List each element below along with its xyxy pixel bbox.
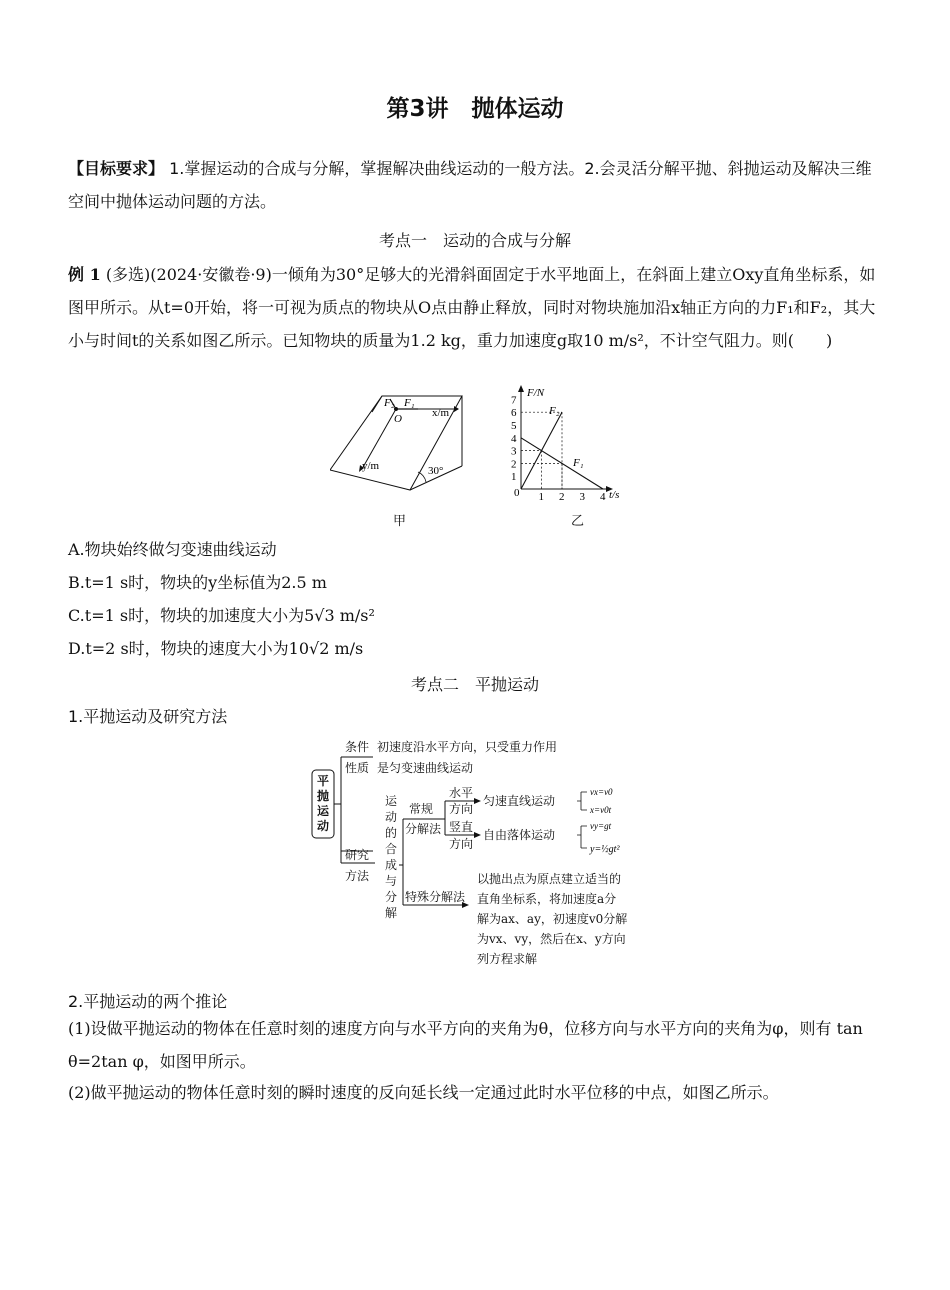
incline-figure bbox=[330, 392, 475, 497]
chart-xtick-label: 3 bbox=[579, 491, 585, 503]
svg-text:与: 与 bbox=[385, 874, 398, 888]
chart-origin: 0 bbox=[514, 487, 520, 499]
mindmap-special: 特殊分解法 bbox=[405, 890, 466, 904]
svg-text:动: 动 bbox=[385, 810, 398, 824]
chart-ytick-label: 3 bbox=[511, 445, 517, 458]
heading-1: 1.平抛运动及研究方法 bbox=[68, 707, 228, 726]
section-heading-2: 考点二 平抛运动 bbox=[410, 675, 539, 694]
svg-text:运: 运 bbox=[385, 794, 398, 808]
corollary-2: (2)做平抛运动的物体任意时刻的瞬时速度的反向延长线一定通过此时水平位移的中点，如图乙所示。 bbox=[68, 1083, 779, 1102]
example-text: (多选)(2024·安徽卷·9)一倾角为30°足够大的光滑斜面固定于水平地面上，在斜面上建立Oxy直角坐标系，如图甲所示。从t=0开始，将一可视为质点的物块从O点由静止释放，同时对物块施加沿x轴正方向的力F₁和F₂，其大小与时间t的关系如图乙所示。已知物块的质量为1.2 kg，重力加速度g取10 m/s²，不计空气阻力。则( ) bbox=[68, 265, 876, 350]
svg-text:成: 成 bbox=[385, 858, 398, 872]
option-d: D.t=2 s时，物块的速度大小为10√2 m/s bbox=[68, 639, 364, 658]
mindmap-special-line4: 为vx、vy，然后在x、y方向 bbox=[477, 932, 626, 946]
mindmap-special-line5: 列方程求解 bbox=[477, 952, 538, 966]
incline-angle-label: 30° bbox=[428, 465, 444, 477]
mindmap-eq-vx: vx=v0 bbox=[590, 787, 613, 797]
svg-text:运: 运 bbox=[316, 804, 330, 818]
chart-ytick-label: 1 bbox=[511, 471, 517, 484]
mindmap-nature-label: 性质 bbox=[345, 761, 370, 775]
chart-f1-label: F₁ bbox=[573, 457, 584, 469]
mindmap-special-line3: 解为ax、ay，初速度v0分解 bbox=[477, 912, 628, 926]
incline-f2-label: F₂ bbox=[384, 397, 395, 409]
incline-f1-label: F₁ bbox=[404, 397, 415, 409]
svg-text:抛: 抛 bbox=[316, 789, 330, 803]
corollary-1: (1)设做平抛运动的物体在任意时刻的速度方向与水平方向的夹角为θ，位移方向与水平方向的夹角为φ，则有 tan θ=2tan φ，如图甲所示。 bbox=[68, 1019, 863, 1071]
option-b: B.t=1 s时，物块的y坐标值为2.5 m bbox=[68, 573, 327, 592]
chart-ytick-label: 4 bbox=[511, 432, 517, 445]
example-label: 例 1 bbox=[68, 265, 101, 284]
chart-xlabel: t/s bbox=[609, 489, 620, 501]
mindmap-regular2: 分解法 bbox=[405, 822, 442, 836]
chart-series-line-2 bbox=[521, 412, 562, 489]
chart-ylabel: F/N bbox=[527, 387, 545, 399]
chart-ytick-label: 6 bbox=[511, 407, 517, 420]
mindmap-diagram bbox=[305, 735, 655, 975]
chart-ytick-label: 5 bbox=[511, 420, 517, 432]
chart-xtick-label: 1 bbox=[538, 491, 544, 503]
heading-2: 2.平抛运动的两个推论 bbox=[68, 992, 228, 1011]
incline-y-label: y/m bbox=[362, 460, 380, 472]
mindmap-regular1: 常规 bbox=[409, 802, 434, 816]
mindmap-special-line1: 以抛出点为原点建立适当的 bbox=[477, 872, 622, 886]
mindmap-nature-text: 是匀变速曲线运动 bbox=[377, 761, 474, 775]
chart-ytick-label: 7 bbox=[511, 394, 517, 407]
goal-paragraph bbox=[68, 152, 883, 218]
goal-text: 1.掌握运动的合成与分解，掌握解决曲线运动的一般方法。2.会灵活分解平抛、斜抛运动及解决三维空间中抛体运动问题的方法。 bbox=[68, 159, 872, 211]
mindmap-eq-y: y=½gt² bbox=[590, 844, 620, 855]
chart-xtick-label: 4 bbox=[600, 491, 606, 503]
mindmap-uniform: 匀速直线运动 bbox=[483, 794, 556, 808]
mindmap-special-line2: 直角坐标系，将加速度a分 bbox=[477, 892, 617, 906]
mindmap-method-label1: 研究 bbox=[345, 848, 370, 862]
section-heading-1: 考点一 运动的合成与分解 bbox=[378, 231, 571, 250]
mindmap-cond-text: 初速度沿水平方向，只受重力作用 bbox=[377, 740, 558, 754]
mindmap-eq-vy: vy=gt bbox=[590, 821, 612, 831]
mindmap-cond-label: 条件 bbox=[345, 740, 370, 754]
svg-text:的: 的 bbox=[385, 826, 398, 840]
chart-ytick-label: 2 bbox=[511, 458, 517, 471]
mindmap-vert1: 竖直 bbox=[449, 820, 474, 834]
force-time-chart bbox=[505, 383, 635, 503]
goal-label: 【目标要求】 bbox=[68, 159, 165, 178]
option-a: A.物块始终做匀变速曲线运动 bbox=[68, 540, 277, 559]
option-c: C.t=1 s时，物块的加速度大小为5√3 m/s² bbox=[68, 606, 375, 625]
svg-text:分: 分 bbox=[385, 890, 398, 904]
incline-origin-label: O bbox=[394, 413, 402, 425]
incline-x-label: x/m bbox=[432, 407, 450, 419]
example-1 bbox=[68, 258, 883, 357]
svg-text:解: 解 bbox=[385, 906, 398, 920]
mindmap-vert2: 方向 bbox=[449, 837, 474, 851]
mindmap-method-label2: 方法 bbox=[345, 869, 370, 883]
page-title: 第3讲 抛体运动 bbox=[386, 96, 564, 122]
figure-yi-caption: 乙 bbox=[571, 514, 585, 529]
mindmap-horiz2: 方向 bbox=[449, 802, 474, 816]
figure-jia-caption: 甲 bbox=[393, 514, 407, 529]
svg-text:合: 合 bbox=[385, 842, 398, 856]
svg-text:平: 平 bbox=[316, 774, 330, 788]
chart-xtick-label: 2 bbox=[559, 491, 565, 503]
chart-f2-label: F₂ bbox=[549, 405, 560, 417]
mindmap-eq-x: x=v0t bbox=[590, 805, 612, 815]
mindmap-horiz1: 水平 bbox=[449, 786, 474, 800]
svg-text:动: 动 bbox=[316, 819, 330, 833]
mindmap-freefall: 自由落体运动 bbox=[483, 828, 556, 842]
